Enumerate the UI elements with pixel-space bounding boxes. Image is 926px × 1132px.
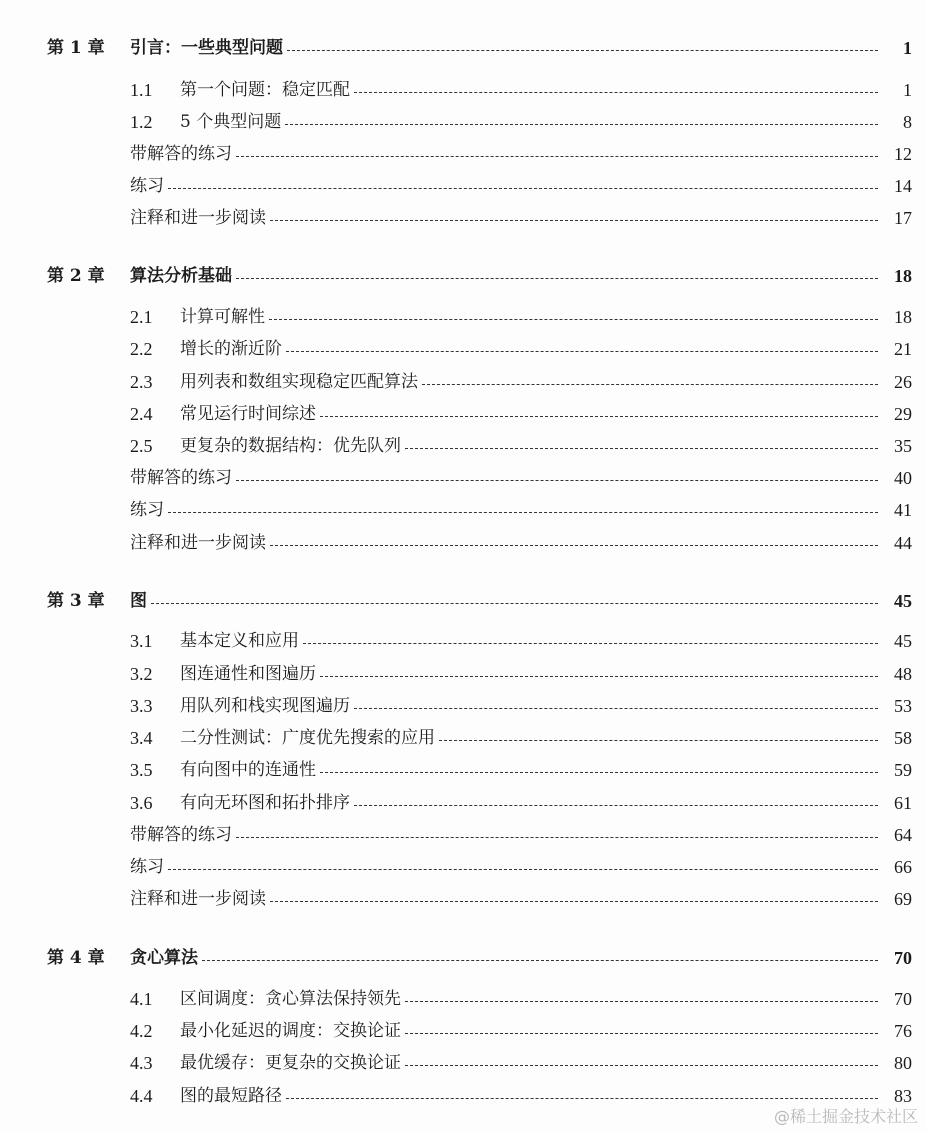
page-number: 64 — [894, 825, 912, 845]
toc-entry[interactable] — [0, 465, 926, 491]
dot-leader — [270, 219, 878, 221]
toc-chapter-3[interactable] — [0, 588, 926, 614]
section-title: 基本定义和应用 — [180, 631, 299, 651]
dot-leader — [287, 49, 878, 51]
page-number: 70 — [894, 948, 912, 968]
page-number: 18 — [894, 307, 912, 327]
toc-entry[interactable] — [0, 790, 926, 816]
section-title: 增长的渐近阶 — [180, 339, 282, 359]
chapter-title: 引言：一些典型问题 — [130, 38, 283, 58]
chapter-number: 第 2 章 — [47, 266, 105, 286]
page-number: 1 — [903, 38, 912, 58]
section-title: 注释和进一步阅读 — [130, 208, 266, 228]
page-number: 83 — [894, 1086, 912, 1106]
section-number: 2.5 — [130, 436, 153, 456]
toc-entry[interactable] — [0, 725, 926, 751]
chapter-number: 第 1 章 — [47, 38, 105, 58]
dot-leader — [405, 447, 878, 449]
page-number: 76 — [894, 1021, 912, 1041]
dot-leader — [320, 675, 878, 677]
page-number: 26 — [894, 372, 912, 392]
dot-leader — [236, 836, 878, 838]
page-number: 80 — [894, 1053, 912, 1073]
section-number: 3.2 — [130, 664, 153, 684]
dot-leader — [168, 868, 878, 870]
page-number: 21 — [894, 339, 912, 359]
dot-leader — [168, 187, 878, 189]
dot-leader — [405, 1064, 878, 1066]
section-number: 1.1 — [130, 80, 153, 100]
dot-leader — [236, 277, 878, 279]
toc-entry[interactable] — [0, 401, 926, 427]
section-title: 用队列和栈实现图遍历 — [180, 696, 350, 716]
section-title: 练习 — [130, 176, 164, 196]
section-title: 区间调度：贪心算法保持领先 — [180, 989, 401, 1009]
toc-entry[interactable] — [0, 433, 926, 459]
section-title: 5 个典型问题 — [180, 112, 282, 132]
section-title: 更复杂的数据结构：优先队列 — [180, 436, 401, 456]
section-number: 2.3 — [130, 372, 153, 392]
toc-entry[interactable] — [0, 822, 926, 848]
page-number: 40 — [894, 468, 912, 488]
page-number: 61 — [894, 793, 912, 813]
page-number: 35 — [894, 436, 912, 456]
toc-entry[interactable] — [0, 141, 926, 167]
chapter-title: 图 — [130, 591, 147, 611]
toc-entry[interactable] — [0, 986, 926, 1012]
toc-entry[interactable] — [0, 661, 926, 687]
dot-leader — [269, 318, 878, 320]
section-title: 有向无环图和拓扑排序 — [180, 793, 350, 813]
page-number: 8 — [903, 112, 912, 132]
section-title: 用列表和数组实现稳定匹配算法 — [180, 372, 418, 392]
page-number: 1 — [903, 80, 912, 100]
dot-leader — [354, 91, 878, 93]
dot-leader — [236, 155, 878, 157]
page-number: 70 — [894, 989, 912, 1009]
section-title: 图的最短路径 — [180, 1086, 282, 1106]
dot-leader — [236, 479, 878, 481]
section-title: 图连通性和图遍历 — [180, 664, 316, 684]
dot-leader — [270, 544, 878, 546]
dot-leader — [270, 900, 878, 902]
toc-entry[interactable] — [0, 77, 926, 103]
toc-chapter-2[interactable] — [0, 263, 926, 289]
page-number: 17 — [894, 208, 912, 228]
toc-entry[interactable] — [0, 628, 926, 654]
section-title: 注释和进一步阅读 — [130, 533, 266, 553]
section-title: 最优缓存：更复杂的交换论证 — [180, 1053, 401, 1073]
section-number: 2.1 — [130, 307, 153, 327]
toc-entry[interactable] — [0, 1050, 926, 1076]
section-number: 4.3 — [130, 1053, 153, 1073]
page-number: 18 — [894, 266, 912, 286]
dot-leader — [303, 642, 878, 644]
page-number: 48 — [894, 664, 912, 684]
dot-leader — [354, 707, 878, 709]
dot-leader — [422, 383, 878, 385]
toc-entry[interactable] — [0, 530, 926, 556]
page-number: 45 — [894, 631, 912, 651]
section-title: 练习 — [130, 500, 164, 520]
page-number: 66 — [894, 857, 912, 877]
page-number: 53 — [894, 696, 912, 716]
dot-leader — [202, 959, 878, 961]
toc-entry[interactable] — [0, 109, 926, 135]
toc-entry[interactable] — [0, 886, 926, 912]
page-number: 29 — [894, 404, 912, 424]
section-number: 4.2 — [130, 1021, 153, 1041]
page-number: 12 — [894, 144, 912, 164]
dot-leader — [151, 602, 878, 604]
section-title: 常见运行时间综述 — [180, 404, 316, 424]
toc-entry[interactable] — [0, 1018, 926, 1044]
section-title: 计算可解性 — [180, 307, 265, 327]
page-number: 41 — [894, 500, 912, 520]
toc-entry[interactable] — [0, 369, 926, 395]
section-title: 二分性测试：广度优先搜索的应用 — [180, 728, 435, 748]
chapter-title: 贪心算法 — [130, 948, 198, 968]
toc-entry[interactable] — [0, 336, 926, 362]
dot-leader — [168, 511, 878, 513]
dot-leader — [354, 804, 878, 806]
chapter-title: 算法分析基础 — [130, 266, 232, 286]
toc-entry[interactable] — [0, 205, 926, 231]
toc-entry[interactable] — [0, 693, 926, 719]
toc-entry[interactable] — [0, 173, 926, 199]
section-title: 第一个问题：稳定匹配 — [180, 80, 350, 100]
section-number: 3.5 — [130, 760, 153, 780]
section-number: 3.4 — [130, 728, 153, 748]
section-title: 练习 — [130, 857, 164, 877]
dot-leader — [286, 1097, 878, 1099]
dot-leader — [320, 415, 878, 417]
dot-leader — [439, 739, 878, 741]
page-number: 58 — [894, 728, 912, 748]
section-title: 带解答的练习 — [130, 144, 232, 164]
chapter-number: 第 4 章 — [47, 948, 105, 968]
section-title: 最小化延迟的调度：交换论证 — [180, 1021, 401, 1041]
section-number: 2.4 — [130, 404, 153, 424]
toc-chapter-4[interactable] — [0, 945, 926, 971]
dot-leader — [285, 123, 878, 125]
toc-entry[interactable] — [0, 757, 926, 783]
watermark: @稀土掘金技术社区 — [773, 1107, 918, 1126]
section-number: 2.2 — [130, 339, 153, 359]
section-number: 1.2 — [130, 112, 153, 132]
section-number: 4.1 — [130, 989, 153, 1009]
page-number: 45 — [894, 591, 912, 611]
toc-entry[interactable] — [0, 304, 926, 330]
chapter-number: 第 3 章 — [47, 591, 105, 611]
page-number: 44 — [894, 533, 912, 553]
toc-entry[interactable] — [0, 497, 926, 523]
page-number: 69 — [894, 889, 912, 909]
section-title: 带解答的练习 — [130, 468, 232, 488]
page-number: 14 — [894, 176, 912, 196]
section-number: 3.3 — [130, 696, 153, 716]
page-number: 59 — [894, 760, 912, 780]
dot-leader — [320, 771, 878, 773]
dot-leader — [405, 1032, 878, 1034]
section-title: 注释和进一步阅读 — [130, 889, 266, 909]
dot-leader — [405, 1000, 878, 1002]
dot-leader — [286, 350, 878, 352]
section-title: 有向图中的连通性 — [180, 760, 316, 780]
section-number: 3.6 — [130, 793, 153, 813]
section-number: 3.1 — [130, 631, 153, 651]
toc-chapter-1[interactable] — [0, 35, 926, 61]
section-title: 带解答的练习 — [130, 825, 232, 845]
section-number: 4.4 — [130, 1086, 153, 1106]
toc-entry[interactable] — [0, 854, 926, 880]
